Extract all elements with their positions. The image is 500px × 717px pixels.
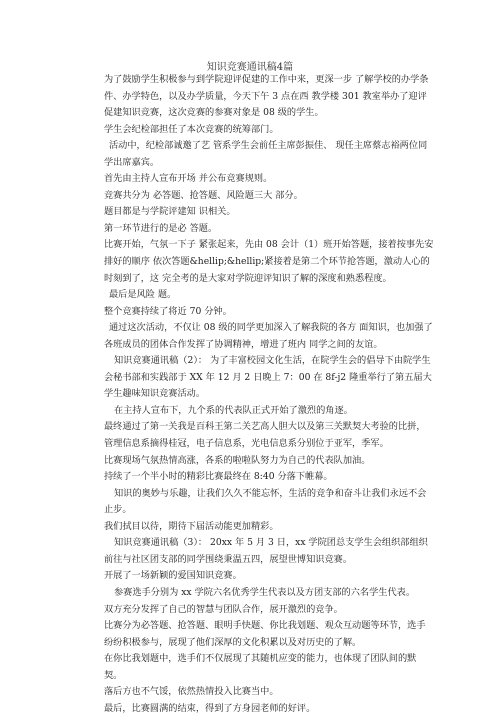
paragraph-atmosphere: 比赛现场气氛热情高涨，各系的啦啦队努力为自己的代表队加油。 xyxy=(104,454,371,466)
paragraph-rounds: 比赛分为必答题、抢答题、眼明手快题、你比我划题、观众互动题等环节，选手纷纷积极参与，展现了他们深厚的文化积累以及对历史的了解。 xyxy=(104,620,426,648)
paragraph-guests: 活动中，纪检部诚邀了艺 管系学生会前任主席彭振佳、 现任主席蔡志裕两位同学出席嘉宾。 xyxy=(104,140,428,168)
paragraph-round-one: 第一环节进行的是必 答题。 xyxy=(104,222,218,234)
paragraph-event: 开展了一场新颖的爱国知识竞赛。 xyxy=(104,570,242,582)
document-title: 知识竞赛通讯稿4篇 xyxy=(206,62,294,73)
paragraph-host: 在主持人宣布下，九个系的代表队正式开始了激烈的角逐。 xyxy=(114,404,353,416)
paragraph-sections: 竞赛共分为 必答题、抢答题、风险题三大 部分。 xyxy=(104,189,303,201)
paragraph-intro: 为了鼓励学生积极参与到学院迎评促建的工作中来，更深一步 了解学校的办学条件、办学特色，以及办学质量，今天下午 3 点在西 教学楼 301 教室举办了迎评促建知识竞赛，这次竞赛的参赛对象是 08 级的学生。 xyxy=(104,74,429,119)
paragraph-competition: 比赛开始，气氛一下子 紧张起来，先由 08 会计（1）班开始答题，接着按事先安排好的顺序 依次答题&hellip;&hellip;紧接着是第二个环节抢答题，激动人心的时刻到了，这 完全考的是大家对学院迎评知识了解的深度和熟悉程度。 xyxy=(104,239,434,284)
paragraph-results: 最终通过了第一关我是百科王第二关艺高人胆大以及第三关默契大考验的比拼，管理信息系摘得桂冠，电子信息系，光电信息系分别位于亚军，季军。 xyxy=(104,421,426,450)
paragraph-expectation: 我们拭目以待，期待下届活动能更加精彩。 xyxy=(104,520,279,532)
paragraph-risk-round: 最后是风险 题。 xyxy=(109,289,177,301)
paragraph-trailing-team: 落后方也不气馁，依然热情投入比赛当中。 xyxy=(104,686,279,698)
paragraph-organizer: 学生会纪检部担任了本次竞赛的统筹部门。 xyxy=(104,123,279,135)
paragraph-summary: 通过这次活动，不仅让 08 级的同学更加深入了解我院的各方 面知识，也加强了各班成员的团体合作发挥了协调精神，增进了班内 同学之间的友谊。 xyxy=(104,322,433,350)
paragraph-article-2: 知识竞赛通讯稿（2）： 为了丰富校园文化生活，在院学生会的倡导下由院学生会秘书部和实践部于 XX 年 12 月 2 日晚上 7：00 在 8f-j2 隆重举行了第五届大学生趣味知识竞赛活动。 xyxy=(104,355,432,400)
paragraph-contestants: 参赛选手分别为 xx 学院六名优秀学生代表以及方团支部的六名学生代表。 xyxy=(114,586,416,598)
paragraph-topic: 题目都是与学院评建知 识相关。 xyxy=(104,206,236,218)
paragraph-conclusion: 最后，比赛圆满的结束，得到了方身园老师的好评。 xyxy=(104,702,316,714)
paragraph-opening: 首先由主持人宣布开场 并公布竞赛规则。 xyxy=(104,173,273,185)
paragraph-duration: 整个竞赛持续了将近 70 分钟。 xyxy=(104,305,232,317)
paragraph-article-3: 知识竞赛通讯稿（3）： 20xx 年 5 月 3 日，xx 学院团总支学生会组织部组织前往与社区团支部的同学围绕秉温五四，展望世博知识竞赛。 xyxy=(104,537,428,565)
paragraph-end-time: 持续了一个半小时的精彩比赛最终在 8:40 分落下帷幕。 xyxy=(104,471,333,483)
paragraph-charades: 在你比我划题中，选手们不仅展现了其随机应变的能力，也体现了团队间的默契。 xyxy=(104,653,417,681)
paragraph-teamwork: 双方充分发挥了自己的智慧与团队合作，展开激烈的竞争。 xyxy=(104,603,343,615)
paragraph-reflection: 知识的奥妙与乐趣，让我们久久不能忘怀，生活的竞争和奋斗让我们永远不会止步。 xyxy=(104,487,427,516)
document-body xyxy=(104,72,434,717)
